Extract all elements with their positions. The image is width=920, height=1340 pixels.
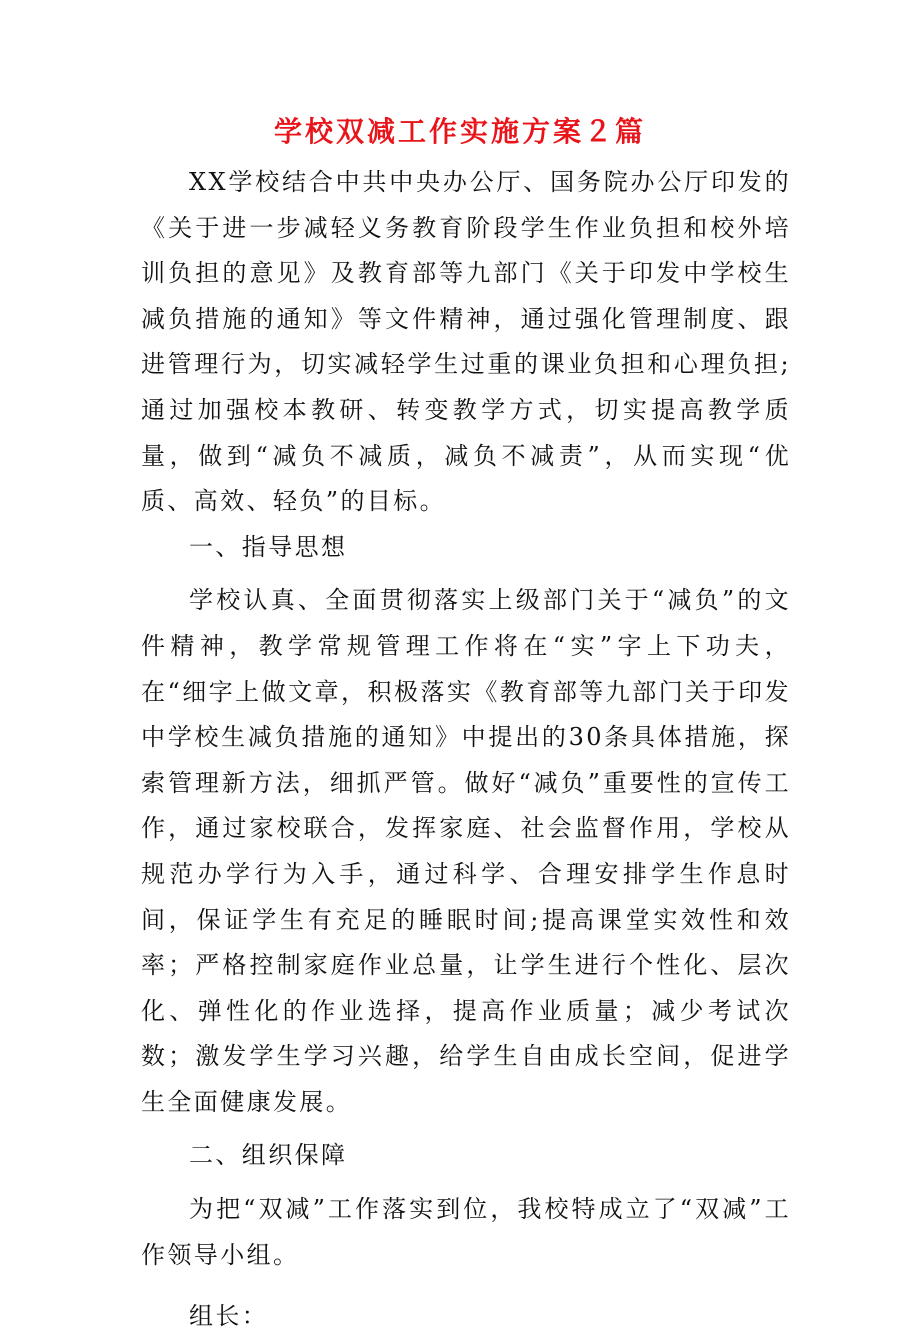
document-title: 学校双减工作实施方案２篇 (273, 115, 646, 148)
section-heading-guiding-thought: 一、指导思想 (189, 532, 348, 561)
leader-label: 组长： (189, 1302, 269, 1331)
intro-paragraph: XX学校结合中共中央办公厅、国务院办公厅印发的《关于进一步减轻义务教育阶段学生作业负担和校外培训负担的意见》及教育部等九部门《关于印发中学校生减负措施的通知》等文件精神，通过强化管理制度、跟进管理行为，切实减轻学生过重的课业负担和心理负担;通过加强校本教研、转变教学方式，切实提高教学质量，做到“减负不减质，减负不减责”，从而实现“优质、高效、轻负”的目标。 (141, 168, 791, 516)
section-heading-organization: 二、组织保障 (189, 1141, 348, 1170)
section-paragraph-guiding-thought: 学校认真、全面贯彻落实上级部门关于“减负”的文件精神，教学常规管理工作将在“实”字上下功夫，在“细字上做文章，积极落实《教育部等九部门关于印发中学校生减负措施的通知》中提出的30条具体措施，探索管理新方法，细抓严管。做好“减负”重要性的宣传工作，通过家校联合，发挥家庭、社会监督作用，学校从规范办学行为入手，通过科学、合理安排学生作息时间，保证学生有充足的睡眠时间;提高课堂实效性和效率；严格控制家庭作业总量，让学生进行个性化、层次化、弹性化的作业选择，提高作业质量；减少考试次数；激发学生学习兴趣，给学生自由成长空间，促进学生全面健康发展。 (141, 586, 791, 1116)
document-body (141, 160, 791, 1340)
section-paragraph-organization: 为把“双减”工作落实到位，我校特成立了“双减”工作领导小组。 (141, 1195, 791, 1269)
